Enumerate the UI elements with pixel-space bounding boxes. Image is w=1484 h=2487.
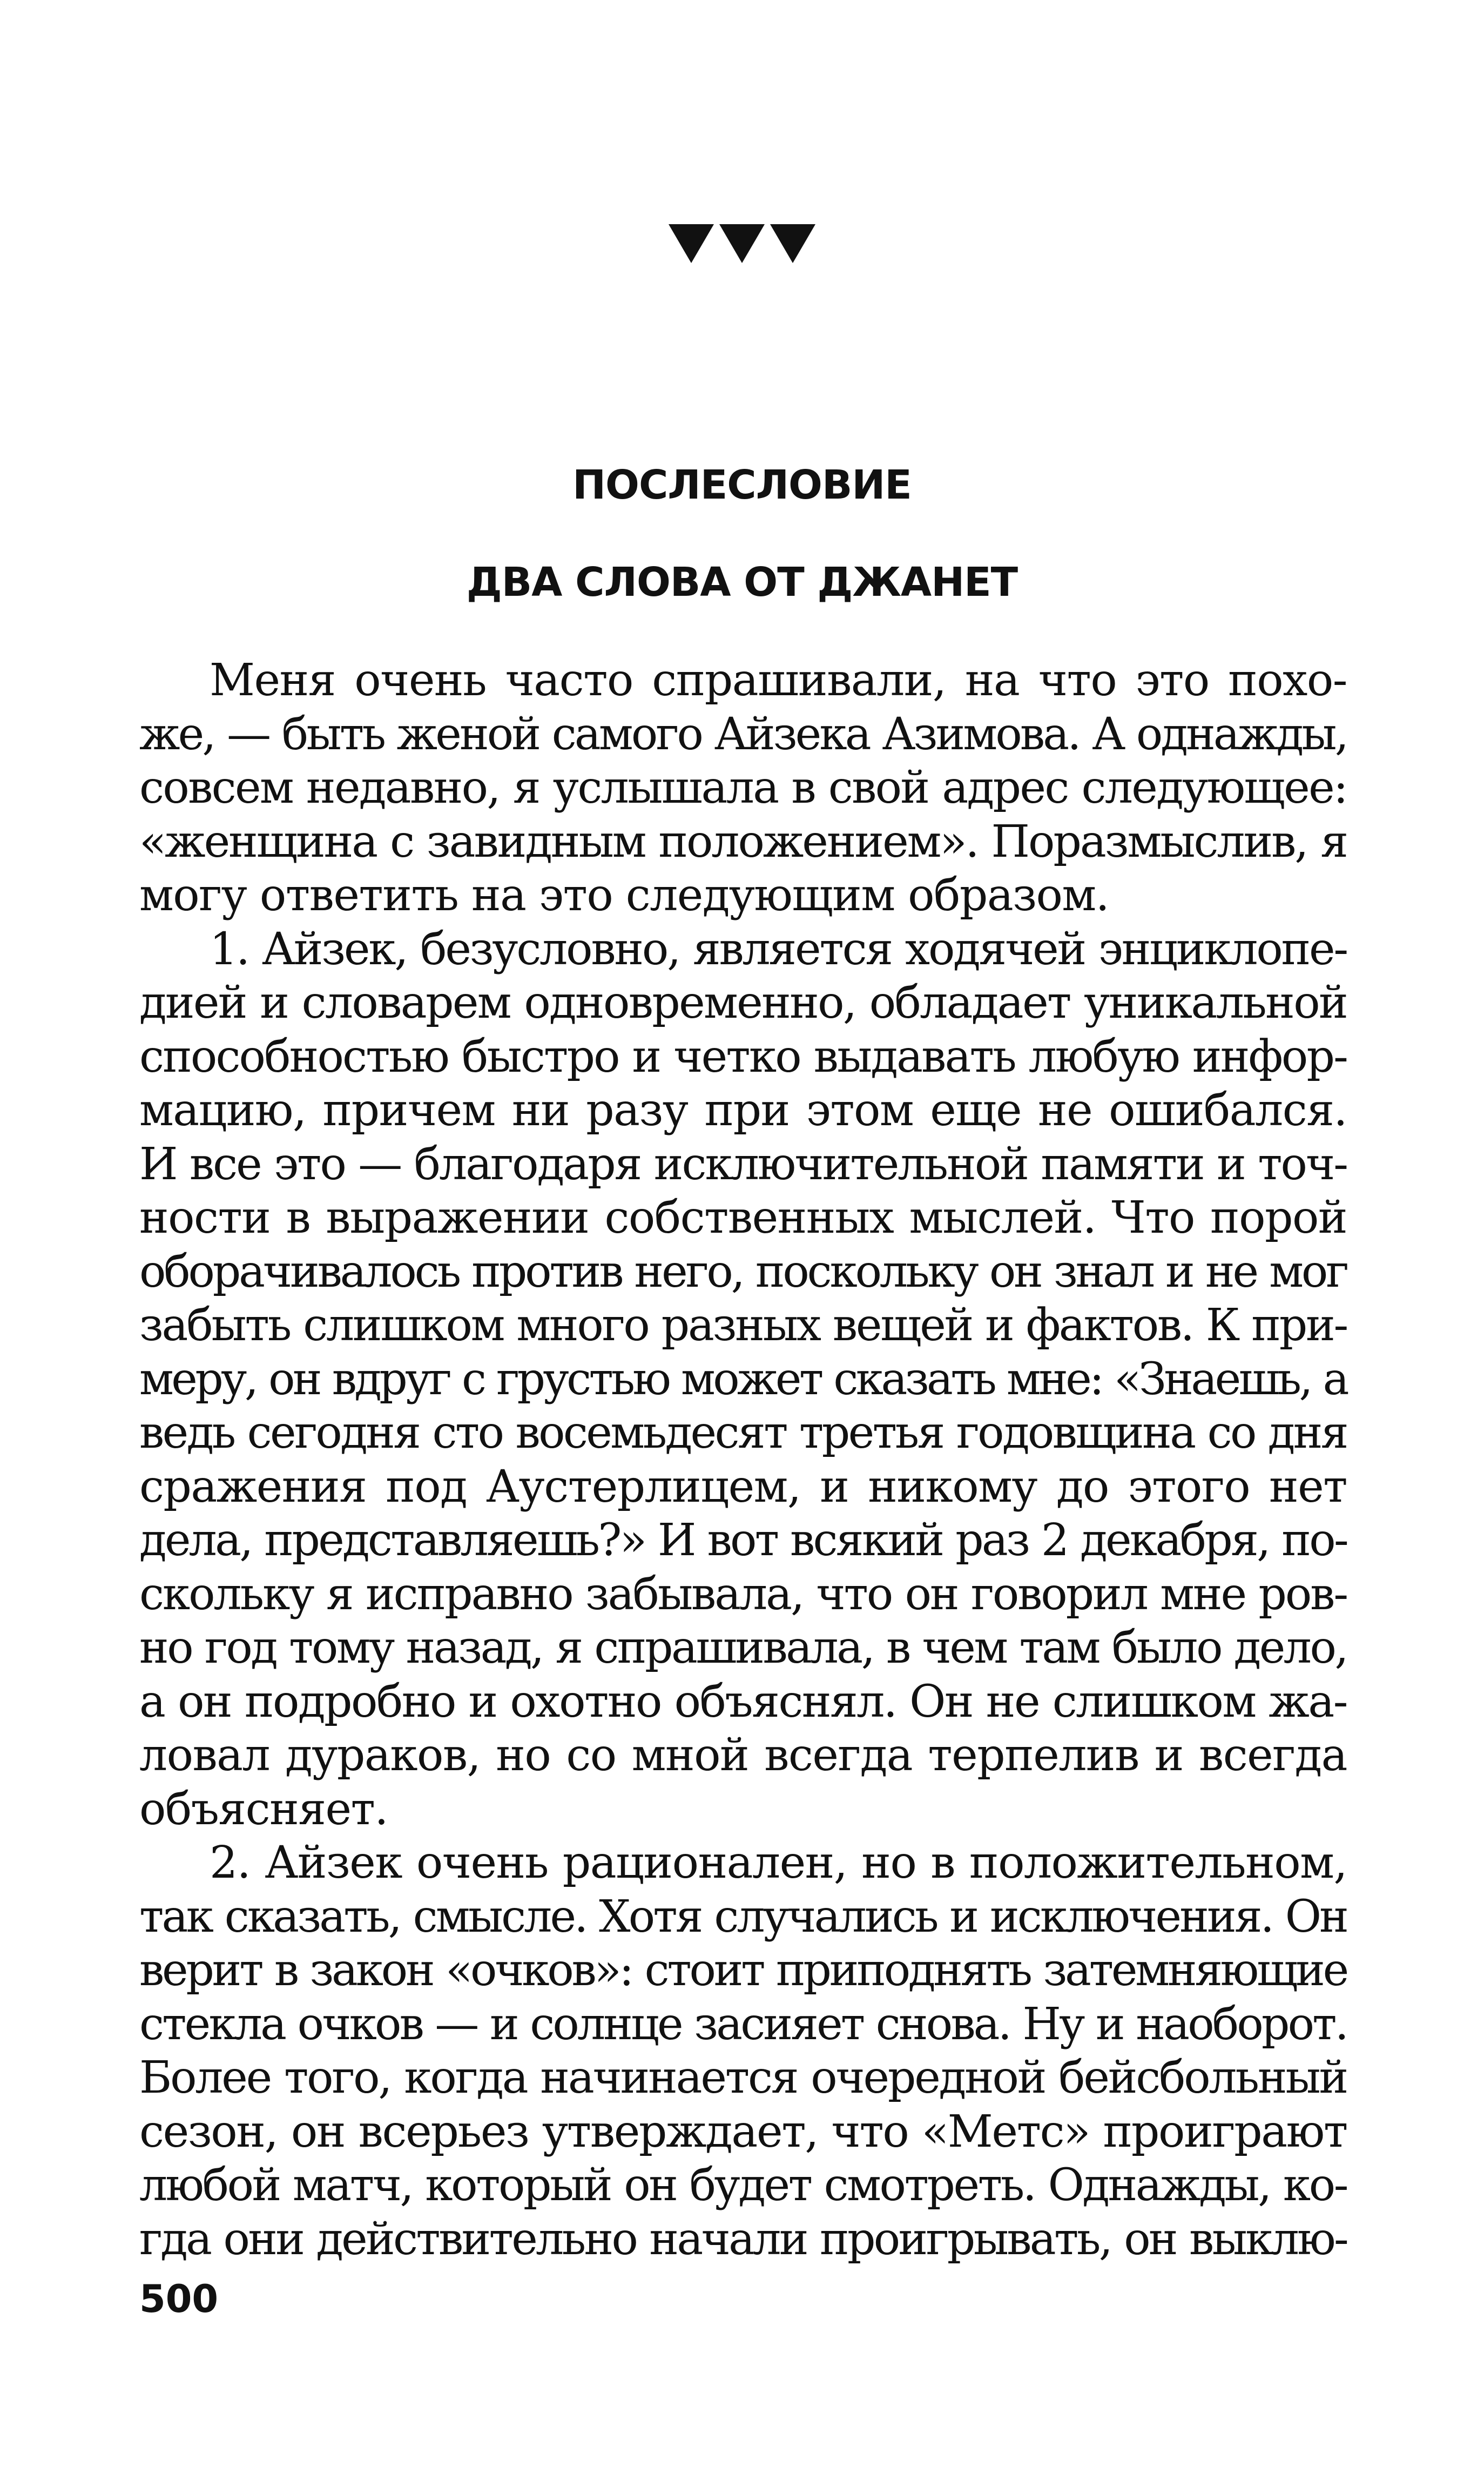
text-line: так сказать, смысле. Хотя случались и исключения. Он [139, 1891, 1347, 1942]
text-line: а он подробно и охотно объяснял. Он не слишком жа- [139, 1676, 1347, 1728]
text-line: сражения под Аустерлицем, и никому до этого нет [139, 1461, 1347, 1513]
triangle-icon [770, 224, 815, 263]
chapter-title: ПОСЛЕСЛОВИЕ [572, 462, 912, 508]
text-line: 1. Айзек, безусловно, является ходячей энциклопе- [210, 923, 1347, 975]
text-line: ловал дураков, но со мной всегда терпелив и всегда [139, 1730, 1347, 1781]
triangle-icon [669, 224, 714, 263]
text-line: стекла очков — и солнце засияет снова. Ну и наоборот. [139, 1998, 1347, 2050]
text-line: дией и словарем одновременно, обладает уникальной [139, 977, 1347, 1029]
text-line: И все это — благодаря исключительной памяти и точ- [139, 1138, 1347, 1190]
chapter-subtitle: ДВА СЛОВА ОТ ДЖАНЕТ [466, 559, 1018, 606]
text-line: гда они действительно начали проигрывать, он выклю- [139, 2213, 1347, 2265]
ornament-triangles-icon [0, 224, 1484, 278]
text-line: способностью быстро и четко выдавать любую инфор- [139, 1031, 1347, 1083]
text-line: же, — быть женой самого Айзека Азимова. А однажды, [139, 708, 1347, 760]
text-line: Более того, когда начинается очередной бейсбольный [139, 2052, 1347, 2103]
body-text [139, 654, 1347, 2266]
text-line: 2. Айзек очень рационален, но в положительном, [210, 1837, 1347, 1888]
page-number: 500 [139, 2277, 219, 2321]
text-line: сезон, он всерьез утверждает, что «Метс» проиграют [139, 2106, 1347, 2157]
text-line: мацию, причем ни разу при этом еще не ошибался. [139, 1085, 1347, 1136]
text-line: совсем недавно, я услышала в свой адрес следующее: [139, 762, 1347, 814]
text-line: любой матч, который он будет смотреть. Однажды, ко- [139, 2160, 1347, 2211]
text-line: оборачивалось против него, поскольку он знал и не мог [139, 1246, 1347, 1298]
text-line: скольку я исправно забывала, что он говорил мне ров- [139, 1568, 1347, 1620]
text-line: «женщина с завидным положением». Поразмыслив, я [139, 816, 1347, 868]
text-line: забыть слишком много разных вещей и фактов. К при- [139, 1300, 1347, 1351]
text-line: могу ответить на это следующим образом. [139, 870, 1109, 921]
text-line: Меня очень часто спрашивали, на что это похо- [210, 655, 1347, 706]
triangle-icon [719, 224, 765, 263]
text-line: ведь сегодня сто восемьдесят третья годовщина со дня [139, 1407, 1347, 1458]
text-line: объясняет. [139, 1783, 388, 1835]
text-line: ности в выражении собственных мыслей. Что порой [139, 1192, 1347, 1244]
text-line: дела, представляешь?» И вот всякий раз 2 декабря, по- [139, 1515, 1347, 1566]
text-line: меру, он вдруг с грустью может сказать мне: «Знаешь, а [139, 1353, 1347, 1405]
text-line: но год тому назад, я спрашивала, в чем там было дело, [139, 1622, 1347, 1673]
text-line: верит в закон «очков»: стоит приподнять затемняющие [139, 1945, 1347, 1996]
